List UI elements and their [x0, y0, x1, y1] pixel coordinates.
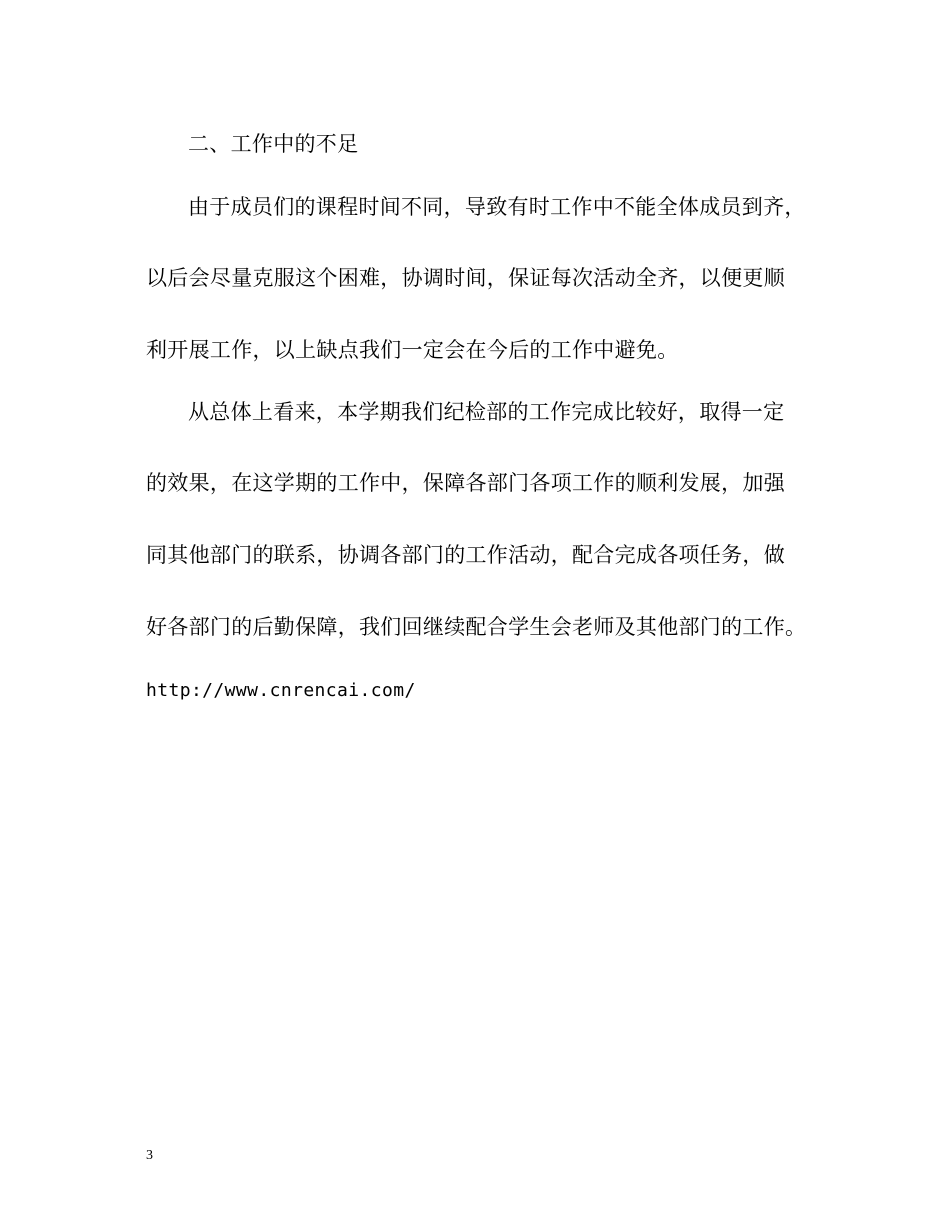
source-url-link[interactable]: http://www.cnrencai.com/ — [146, 680, 416, 701]
paragraph-2-line-2: 的效果，在这学期的工作中，保障各部门各项工作的顺利发展，加强 — [146, 471, 785, 495]
paragraph-1-line-1: 由于成员们的课程时间不同，导致有时工作中不能全体成员到齐， — [188, 195, 806, 219]
paragraph-2-line-4: 好各部门的后勤保障，我们回继续配合学生会老师及其他部门的工作。 — [146, 615, 807, 639]
paragraph-1-line-2: 以后会尽量克服这个困难，协调时间，保证每次活动全齐，以便更顺 — [146, 266, 785, 290]
paragraph-1-line-3: 利开展工作，以上缺点我们一定会在今后的工作中避免。 — [146, 338, 679, 362]
section-heading: 二、工作中的不足 — [188, 132, 359, 156]
paragraph-2-line-1: 从总体上看来，本学期我们纪检部的工作完成比较好，取得一定 — [188, 400, 785, 424]
paragraph-2-line-3: 同其他部门的联系，协调各部门的工作活动，配合完成各项任务，做 — [146, 543, 785, 567]
page-number: 3 — [146, 1148, 153, 1163]
